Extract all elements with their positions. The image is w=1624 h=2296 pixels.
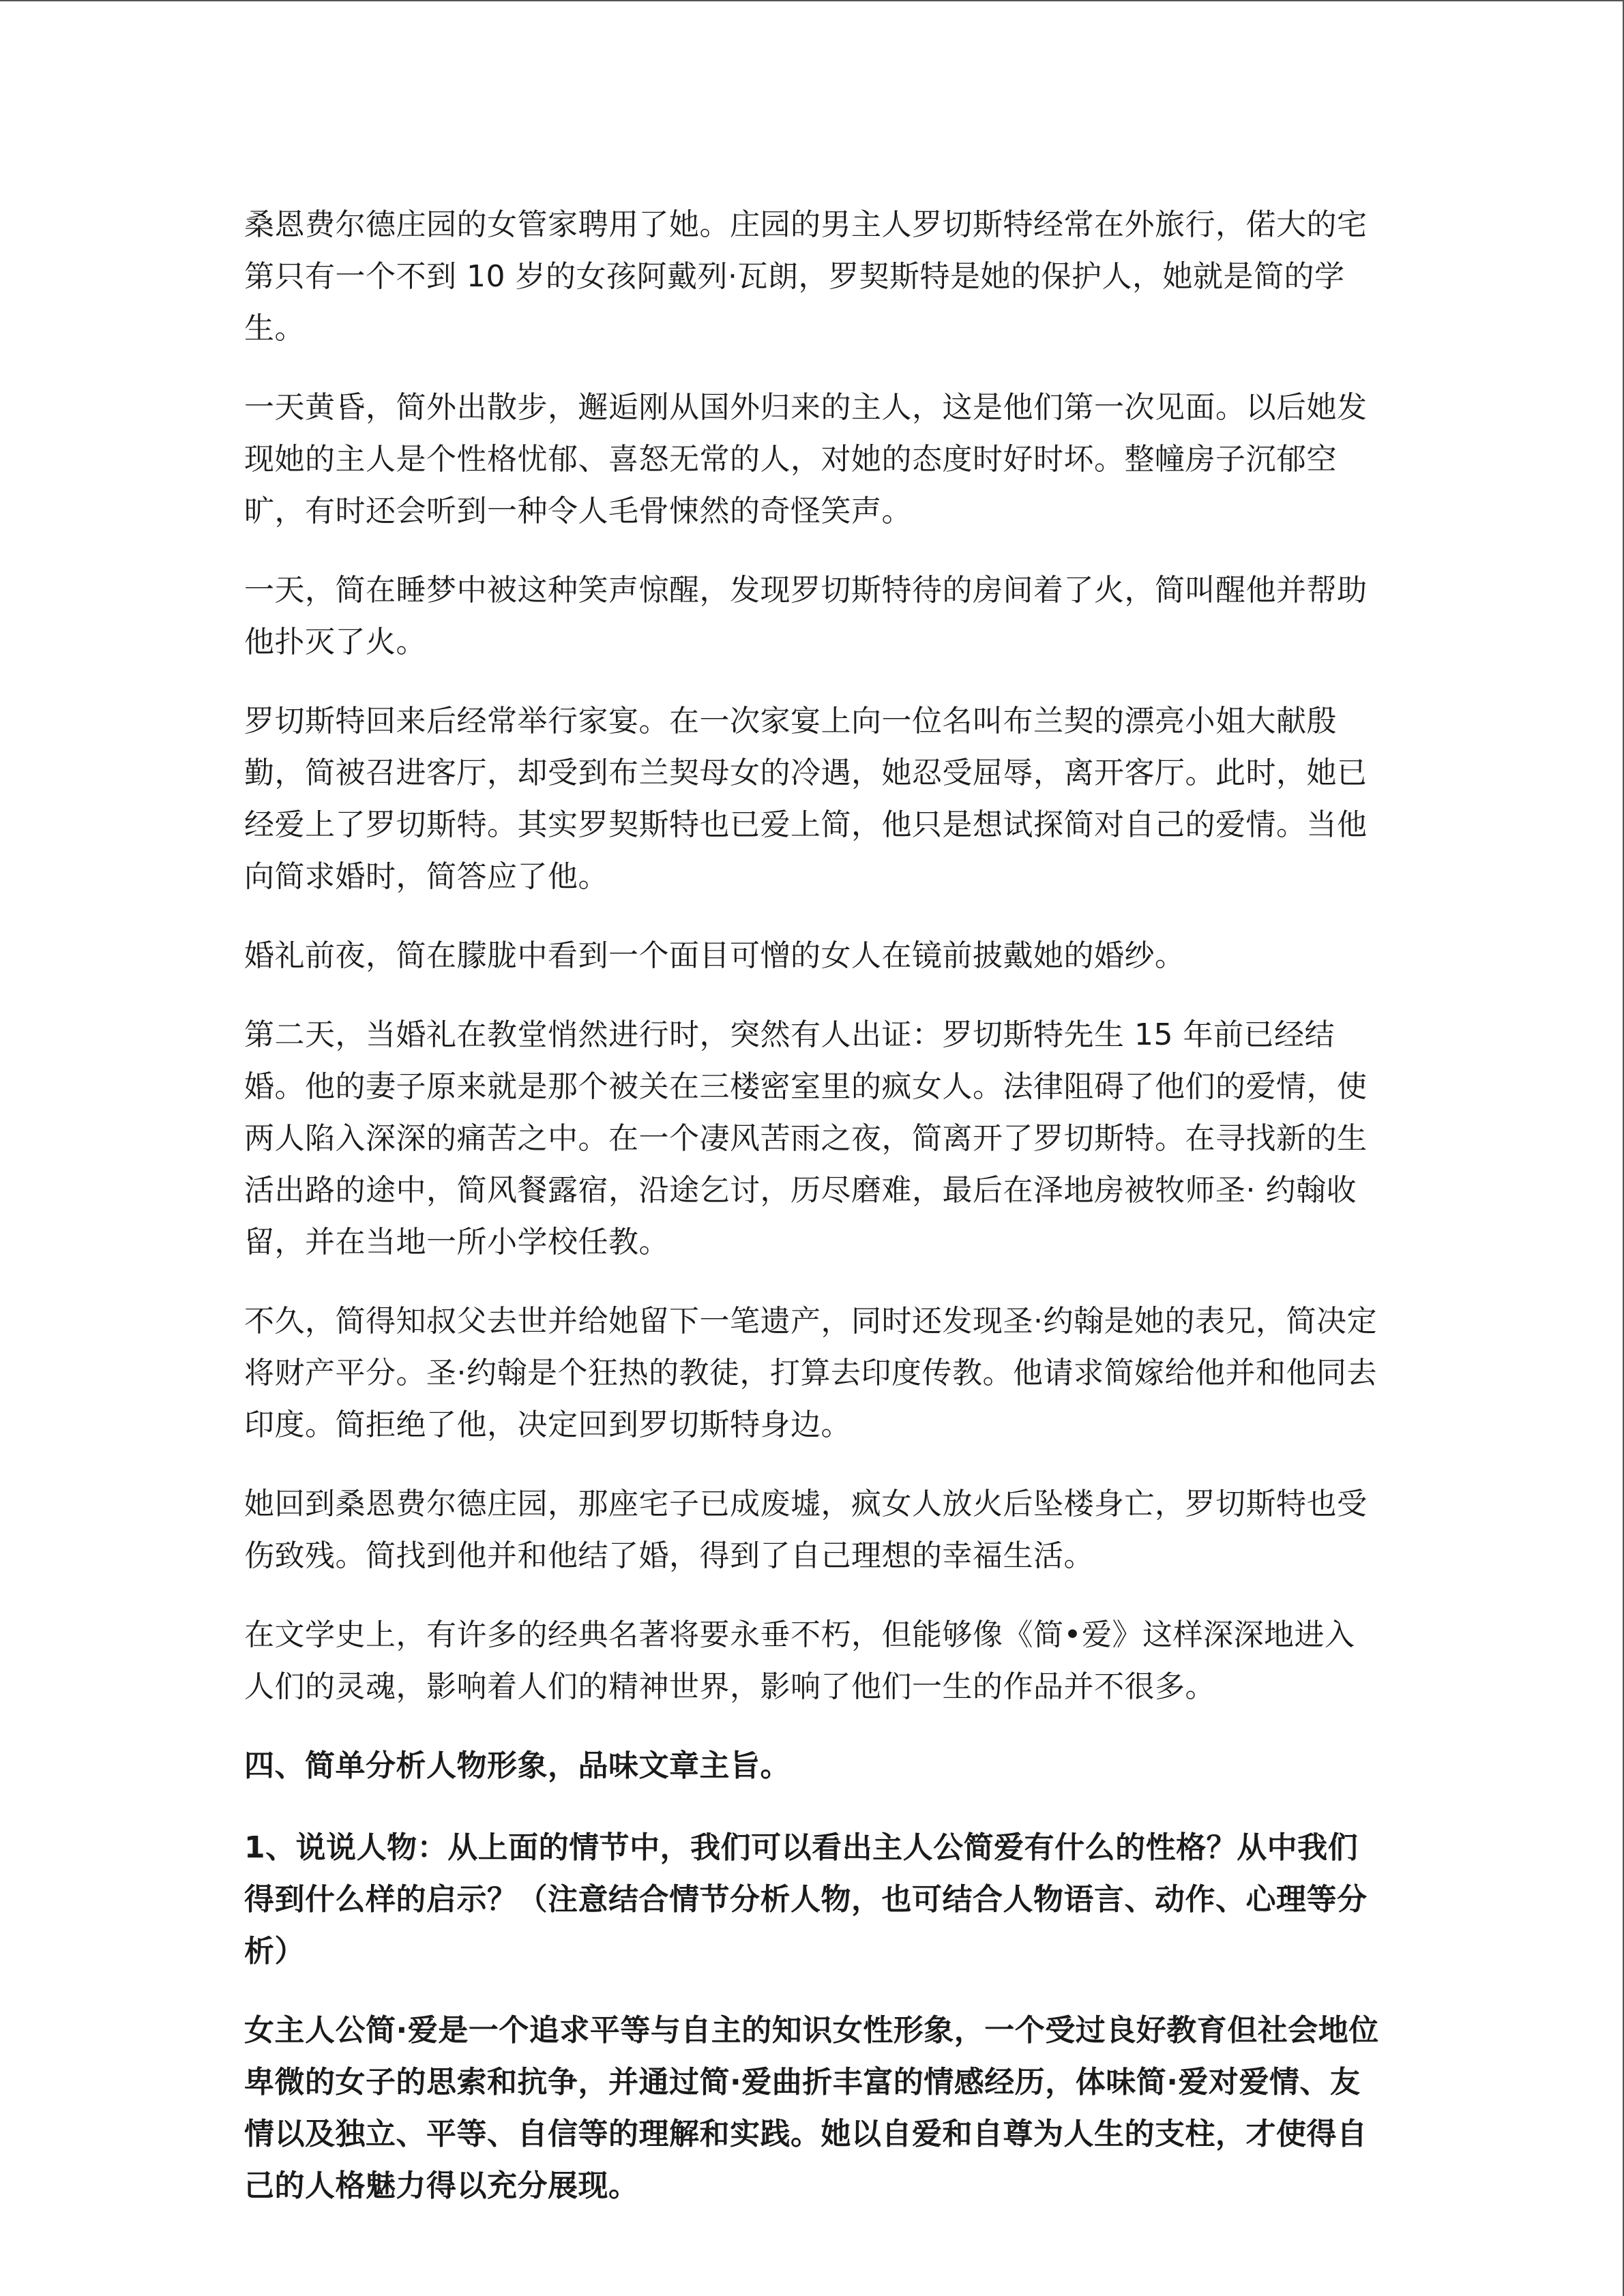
document-body [244, 199, 1383, 2239]
question-paragraph: 1、说说人物：从上面的情节中，我们可以看出主人公简爱有什么的性格？从中我们得到什么样的启示？（注意结合情节分析人物，也可结合人物语言、动作、心理等分析） [244, 1830, 1368, 1969]
section-heading: 四、简单分析人物形象，品味文章主旨。 [244, 1748, 791, 1783]
paragraph-wedding-day: 第二天，当婚礼在教堂悄然进行时，突然有人出证：罗切斯特先生 15 年前已经结婚。他的妻子原来就是那个被关在三楼密室里的疯女人。法律阻碍了他们的爱情，使两人陷入深深的痛苦之中。在一个凄风苦雨之夜，简离开了罗切斯特。在寻找新的生活出路的途中，简风餐露宿，沿途乞讨，历尽磨难，最后在泽地房被牧师圣· 约翰收留，并在当地一所小学校任教。 [244, 1017, 1368, 1259]
answer-paragraph: 女主人公简·爱是一个追求平等与自主的知识女性形象，一个受过良好教育但社会地位卑微的女子的思索和抗争，并通过简·爱曲折丰富的情感经历，体味简·爱对爱情、友情以及独立、平等、自信等的理解和实践。她以自爱和自尊为人生的支柱，才使得自己的人格魅力得以充分展现。 [244, 2013, 1379, 2203]
paragraph-thornfield-housekeeper: 桑恩费尔德庄园的女管家聘用了她。庄园的男主人罗切斯特经常在外旅行，偌大的宅第只有一个不到 10 岁的女孩阿戴列·瓦朗，罗契斯特是她的保护人，她就是简的学生。 [244, 207, 1368, 346]
paragraph-return: 她回到桑恩费尔德庄园，那座宅子已成废墟，疯女人放火后坠楼身亡，罗切斯特也受伤致残。简找到他并和他结了婚，得到了自己理想的幸福生活。 [244, 1487, 1368, 1573]
paragraph-fire: 一天，简在睡梦中被这种笑声惊醒，发现罗切斯特待的房间着了火，简叫醒他并帮助他扑灭了火。 [244, 573, 1368, 659]
paragraph-first-meeting: 一天黄昏，简外出散步，邂逅刚从国外归来的主人，这是他们第一次见面。以后她发现她的主人是个性格忧郁、喜怒无常的人，对她的态度时好时坏。整幢房子沉郁空旷，有时还会听到一种令人毛骨悚然的奇怪笑声。 [244, 390, 1368, 528]
paragraph-wedding-eve: 婚礼前夜，简在朦胧中看到一个面目可憎的女人在镜前披戴她的婚纱。 [244, 938, 1185, 973]
paragraph-inheritance: 不久，简得知叔父去世并给她留下一笔遗产，同时还发现圣·约翰是她的表兄，简决定将财产平分。圣·约翰是个狂热的教徒，打算去印度传教。他请求简嫁给他并和他同去印度。简拒绝了他，决定回到罗切斯特身边。 [244, 1304, 1377, 1442]
paragraph-literary-history: 在文学史上，有许多的经典名著将要永垂不朽，但能够像《简•爱》这样深深地进入人们的灵魂，影响着人们的精神世界，影响了他们一生的作品并不很多。 [244, 1617, 1355, 1704]
paragraph-family-banquet: 罗切斯特回来后经常举行家宴。在一次家宴上向一位名叫布兰契的漂亮小姐大献殷勤，简被召进客厅，却受到布兰契母女的冷遇，她忍受屈辱，离开客厅。此时，她已经爱上了罗切斯特。其实罗契斯特也已爱上简，他只是想试探简对自己的爱情。当他向简求婚时，简答应了他。 [244, 704, 1368, 894]
